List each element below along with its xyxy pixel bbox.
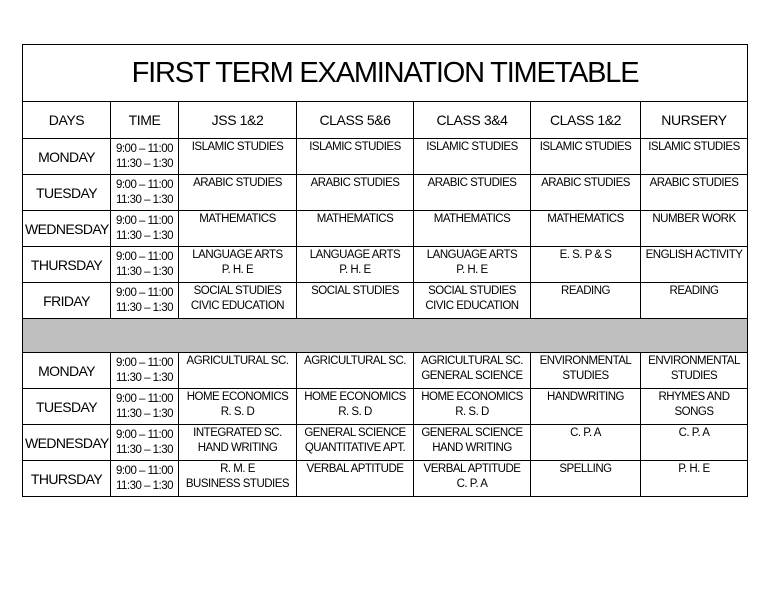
subject-text: HAND WRITING bbox=[197, 442, 278, 454]
subject-cell bbox=[179, 139, 297, 175]
time-slot: 9:00 – 11:00 bbox=[115, 392, 174, 405]
table-row bbox=[23, 175, 748, 211]
subject-cell bbox=[641, 247, 748, 283]
subject-cell bbox=[297, 211, 414, 247]
time-slot: 11:30 – 1:30 bbox=[115, 229, 174, 242]
subject-text: READING bbox=[669, 285, 719, 297]
subject-text: HANDWRITING bbox=[547, 391, 624, 403]
time-slot: 11:30 – 1:30 bbox=[115, 265, 174, 278]
subject-cell bbox=[641, 389, 748, 425]
subject-text: ENGLISH ACTIVITY bbox=[645, 249, 743, 261]
subject-cell bbox=[179, 211, 297, 247]
subject-text: CIVIC EDUCATION bbox=[190, 300, 285, 312]
subject-text: SOCIAL STUDIES bbox=[193, 285, 282, 297]
subject-text: SONGS bbox=[674, 406, 714, 418]
subject-text: SPELLING bbox=[559, 463, 612, 475]
subject-text: ARABIC STUDIES bbox=[541, 177, 630, 189]
subject-cell bbox=[179, 283, 297, 319]
subject-cell bbox=[531, 175, 641, 211]
time-cell bbox=[111, 211, 179, 247]
separator-row bbox=[23, 319, 748, 353]
subject-cell bbox=[531, 389, 641, 425]
subject-text: AGRICULTURAL SC. bbox=[421, 355, 523, 367]
timetable bbox=[22, 44, 748, 497]
day-cell: THURSDAY bbox=[23, 247, 111, 283]
column-header: JSS 1&2 bbox=[179, 102, 297, 139]
subject-text: P. H. E bbox=[678, 463, 710, 475]
subject-cell bbox=[414, 247, 531, 283]
subject-cell bbox=[641, 283, 748, 319]
subject-text: ISLAMIC STUDIES bbox=[648, 141, 740, 153]
subject-cell bbox=[297, 139, 414, 175]
subject-text: ISLAMIC STUDIES bbox=[426, 141, 518, 153]
subject-cell bbox=[531, 461, 641, 497]
subject-cell bbox=[179, 353, 297, 389]
subject-text: CIVIC EDUCATION bbox=[425, 300, 519, 312]
subject-cell bbox=[531, 283, 641, 319]
subject-cell bbox=[297, 461, 414, 497]
subject-text: HOME ECONOMICS bbox=[421, 391, 523, 403]
subject-cell bbox=[414, 283, 531, 319]
subject-text: LANGUAGE ARTS bbox=[309, 249, 401, 261]
column-header: CLASS 5&6 bbox=[297, 102, 414, 139]
subject-cell bbox=[531, 247, 641, 283]
time-slot: 9:00 – 11:00 bbox=[115, 178, 174, 191]
subject-cell bbox=[179, 461, 297, 497]
subject-cell bbox=[297, 389, 414, 425]
table-row bbox=[23, 425, 748, 461]
time-slot: 11:30 – 1:30 bbox=[115, 407, 174, 420]
subject-text: ARABIC STUDIES bbox=[193, 177, 282, 189]
time-slot: 11:30 – 1:30 bbox=[115, 443, 174, 456]
time-slot: 9:00 – 11:00 bbox=[115, 428, 174, 441]
subject-text: P. H. E bbox=[339, 264, 371, 276]
day-cell: TUESDAY bbox=[23, 389, 111, 425]
subject-cell bbox=[414, 211, 531, 247]
time-slot: 9:00 – 11:00 bbox=[115, 464, 174, 477]
subject-text: ISLAMIC STUDIES bbox=[539, 141, 632, 153]
subject-cell bbox=[179, 425, 297, 461]
subject-text: BUSINESS STUDIES bbox=[185, 478, 290, 490]
subject-text: R. S. D bbox=[455, 406, 489, 418]
subject-text: P. H. E bbox=[456, 264, 488, 276]
subject-text: ENVIRONMENTAL bbox=[539, 355, 632, 367]
subject-text: RHYMES AND bbox=[658, 391, 730, 403]
subject-cell bbox=[414, 425, 531, 461]
page-title: FIRST TERM EXAMINATION TIMETABLE bbox=[23, 45, 748, 102]
subject-text: LANGUAGE ARTS bbox=[192, 249, 283, 261]
day-cell: MONDAY bbox=[23, 353, 111, 389]
time-cell bbox=[111, 283, 179, 319]
subject-text: C. P. A bbox=[456, 478, 488, 490]
subject-cell bbox=[641, 425, 748, 461]
subject-text: STUDIES bbox=[670, 370, 718, 382]
subject-cell bbox=[179, 389, 297, 425]
subject-text: QUANTITATIVE APT. bbox=[304, 442, 406, 454]
subject-text: ARABIC STUDIES bbox=[427, 177, 517, 189]
subject-cell bbox=[297, 175, 414, 211]
subject-text: INTEGRATED SC. bbox=[193, 427, 282, 439]
time-cell bbox=[111, 425, 179, 461]
table-row bbox=[23, 247, 748, 283]
subject-text: HOME ECONOMICS bbox=[304, 391, 406, 403]
day-cell: MONDAY bbox=[23, 139, 111, 175]
day-cell: FRIDAY bbox=[23, 283, 111, 319]
subject-cell bbox=[179, 247, 297, 283]
time-slot: 11:30 – 1:30 bbox=[115, 479, 174, 492]
table-row bbox=[23, 353, 748, 389]
subject-cell bbox=[414, 175, 531, 211]
table-row bbox=[23, 211, 748, 247]
subject-cell bbox=[179, 175, 297, 211]
time-cell bbox=[111, 139, 179, 175]
time-cell bbox=[111, 389, 179, 425]
column-header: CLASS 1&2 bbox=[531, 102, 641, 139]
subject-cell bbox=[531, 211, 641, 247]
day-cell: THURSDAY bbox=[23, 461, 111, 497]
time-slot: 11:30 – 1:30 bbox=[115, 371, 174, 384]
subject-cell bbox=[641, 211, 748, 247]
subject-text: AGRICULTURAL SC. bbox=[304, 355, 406, 367]
subject-text: LANGUAGE ARTS bbox=[426, 249, 518, 261]
subject-text: MATHEMATICS bbox=[433, 213, 511, 225]
subject-text: AGRICULTURAL SC. bbox=[186, 355, 289, 367]
subject-text: HOME ECONOMICS bbox=[186, 391, 289, 403]
column-header: CLASS 3&4 bbox=[414, 102, 531, 139]
day-cell: TUESDAY bbox=[23, 175, 111, 211]
time-slot: 11:30 – 1:30 bbox=[115, 157, 174, 170]
subject-text: R. M. E bbox=[220, 463, 255, 475]
subject-cell bbox=[414, 353, 531, 389]
subject-text: C. P. A bbox=[570, 427, 601, 439]
subject-text: MATHEMATICS bbox=[316, 213, 394, 225]
subject-text: VERBAL APTITUDE bbox=[423, 463, 521, 475]
subject-cell bbox=[297, 353, 414, 389]
subject-text: MATHEMATICS bbox=[547, 213, 624, 225]
day-cell: WEDNESDAY bbox=[23, 211, 111, 247]
time-cell bbox=[111, 247, 179, 283]
subject-cell bbox=[641, 139, 748, 175]
table-row bbox=[23, 461, 748, 497]
subject-text: C. P. A bbox=[678, 427, 710, 439]
column-header: TIME bbox=[111, 102, 179, 139]
table-row bbox=[23, 389, 748, 425]
timetable-sheet bbox=[22, 44, 747, 497]
subject-cell bbox=[414, 139, 531, 175]
subject-text: GENERAL SCIENCE bbox=[421, 427, 523, 439]
subject-text: R. S. D bbox=[338, 406, 372, 418]
time-cell bbox=[111, 461, 179, 497]
subject-cell bbox=[297, 247, 414, 283]
subject-cell bbox=[414, 389, 531, 425]
subject-text: MATHEMATICS bbox=[199, 213, 276, 225]
subject-text: SOCIAL STUDIES bbox=[428, 285, 516, 297]
subject-cell bbox=[641, 353, 748, 389]
time-slot: 11:30 – 1:30 bbox=[115, 193, 174, 206]
subject-cell bbox=[641, 175, 748, 211]
separator-band bbox=[23, 319, 748, 353]
subject-text: STUDIES bbox=[562, 370, 609, 382]
subject-text: VERBAL APTITUDE bbox=[306, 463, 404, 475]
time-slot: 9:00 – 11:00 bbox=[115, 356, 174, 369]
time-slot: 9:00 – 11:00 bbox=[115, 286, 174, 299]
subject-text: NUMBER WORK bbox=[652, 213, 736, 225]
time-cell bbox=[111, 175, 179, 211]
subject-text: SOCIAL STUDIES bbox=[311, 285, 399, 297]
subject-text: E. S. P & S bbox=[559, 249, 612, 261]
subject-text: GENERAL SCIENCE bbox=[421, 370, 523, 382]
subject-cell bbox=[414, 461, 531, 497]
subject-text: ENVIRONMENTAL bbox=[648, 355, 740, 367]
time-slot: 9:00 – 11:00 bbox=[115, 142, 174, 155]
subject-cell bbox=[641, 461, 748, 497]
subject-text: GENERAL SCIENCE bbox=[304, 427, 406, 439]
subject-text: ISLAMIC STUDIES bbox=[309, 141, 401, 153]
subject-cell bbox=[531, 139, 641, 175]
subject-cell bbox=[531, 353, 641, 389]
subject-cell bbox=[531, 425, 641, 461]
time-cell bbox=[111, 353, 179, 389]
column-header: DAYS bbox=[23, 102, 111, 139]
subject-cell bbox=[297, 283, 414, 319]
time-slot: 11:30 – 1:30 bbox=[115, 301, 174, 314]
table-row bbox=[23, 283, 748, 319]
subject-cell bbox=[297, 425, 414, 461]
subject-text: READING bbox=[561, 285, 610, 297]
time-slot: 9:00 – 11:00 bbox=[115, 214, 174, 227]
day-cell: WEDNESDAY bbox=[23, 425, 111, 461]
subject-text: ISLAMIC STUDIES bbox=[191, 141, 284, 153]
subject-text: P. H. E bbox=[221, 264, 254, 276]
subject-text: R. S. D bbox=[220, 406, 255, 418]
subject-text: HAND WRITING bbox=[432, 442, 512, 454]
column-header: NURSERY bbox=[641, 102, 748, 139]
subject-text: ARABIC STUDIES bbox=[310, 177, 400, 189]
table-row bbox=[23, 139, 748, 175]
time-slot: 9:00 – 11:00 bbox=[115, 250, 174, 263]
subject-text: ARABIC STUDIES bbox=[649, 177, 739, 189]
header-row bbox=[23, 102, 748, 139]
